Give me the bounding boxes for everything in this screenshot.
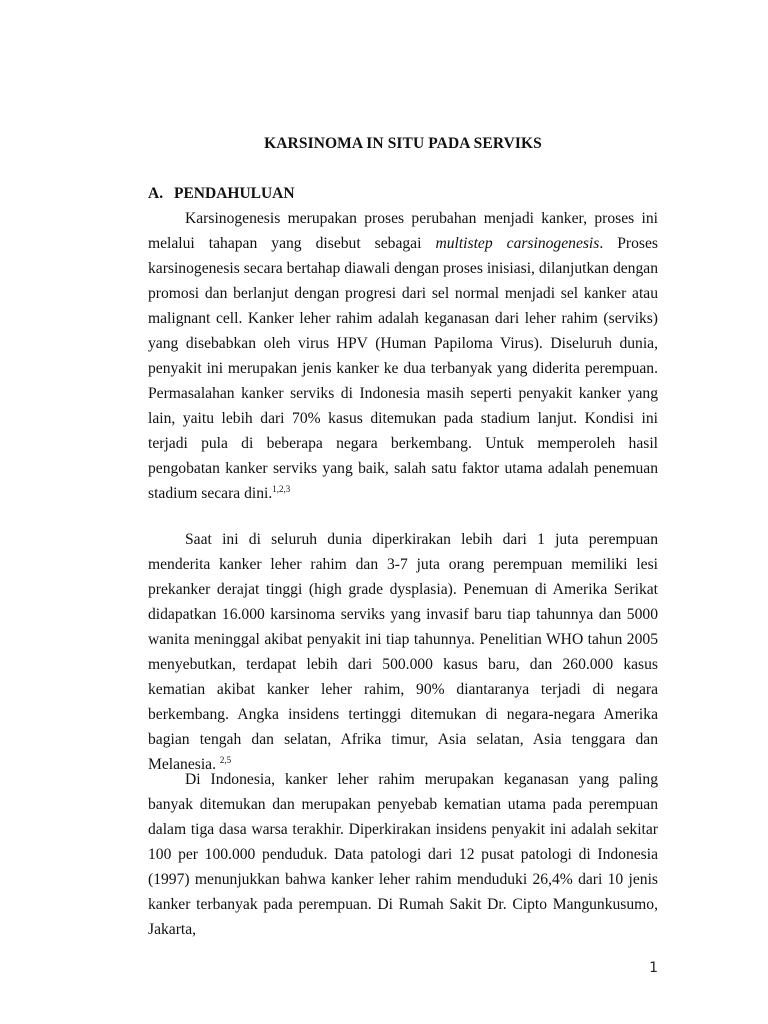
paragraph-1-text-start: Karsinogenesis merupakan proses perubahan menjadi kanker, proses ini melalui tahapan yang disebut sebagai <box>148 210 658 252</box>
paragraph-3 <box>148 767 658 942</box>
paragraph-2 <box>148 527 658 777</box>
section-heading <box>148 185 295 203</box>
section-number: A. <box>148 185 164 202</box>
paragraph-1 <box>148 206 658 506</box>
paragraph-1-citation: 1,2,3 <box>272 484 291 494</box>
document-title: KARSINOMA IN SITU PADA SERVIKS <box>264 135 542 152</box>
paragraph-3-text: Di Indonesia, kanker leher rahim merupakan keganasan yang paling banyak ditemukan dan merupakan penyebab kematian utama pada perempuan dalam tiga dasa warsa terakhir. Diperkirakan insidens penyakit ini adalah sekitar 100 per 100.000 penduduk. Data patologi dari 12 pusat patologi di Indonesia (1997) menunjukkan bahwa kanker leher rahim menduduki 26,4% dari 10 jenis kanker terbanyak pada perempuan. Di Rumah Sakit Dr. Cipto Mangunkusumo, Jakarta, <box>148 771 658 938</box>
section-heading-text: PENDAHULUAN <box>174 185 295 202</box>
page-number: 1 <box>649 960 658 976</box>
paragraph-1-text-end: . Proses karsinogenesis secara bertahap diawali dengan proses inisiasi, dilanjutkan dengan promosi dan berlanjut dengan progresi dari sel normal menjadi sel kanker atau malignant cell. Kanker leher rahim adalah keganasan dari leher rahim (serviks) yang disebabkan oleh virus HPV (Human Papiloma Virus). Diseluruh dunia, penyakit ini merupakan jenis kanker ke dua terbanyak yang diderita perempuan. Permasalahan kanker serviks di Indonesia masih seperti penyakit kanker yang lain, yaitu lebih dari 70% kasus ditemukan pada stadium lanjut. Kondisi ini terjadi pula di beberapa negara berkembang. Untuk memperoleh hasil pengobatan kanker serviks yang baik, salah satu faktor utama adalah penemuan stadium secara dini. <box>148 235 658 502</box>
paragraph-2-citation: 2,5 <box>219 755 232 765</box>
document-page <box>148 0 658 1024</box>
paragraph-1-italic-term: multistep carsinogenesis <box>435 235 600 252</box>
paragraph-2-text: Saat ini di seluruh dunia diperkirakan lebih dari 1 juta perempuan menderita kanker leher rahim dan 3-7 juta orang perempuan memiliki lesi prekanker derajat tinggi (high grade dysplasia). Penemuan di Amerika Serikat didapatkan 16.000 karsinoma serviks yang invasif baru tiap tahunnya dan 5000 wanita meninggal akibat penyakit ini tiap tahunnya. Penelitian WHO tahun 2005 menyebutkan, terdapat lebih dari 500.000 kasus baru, dan 260.000 kasus kematian akibat kanker leher rahim, 90% diantaranya terjadi di negara berkembang. Angka insidens tertinggi ditemukan di negara-negara Amerika bagian tengah dan selatan, Afrika timur, Asia selatan, Asia tenggara dan Melanesia. <box>148 531 658 773</box>
